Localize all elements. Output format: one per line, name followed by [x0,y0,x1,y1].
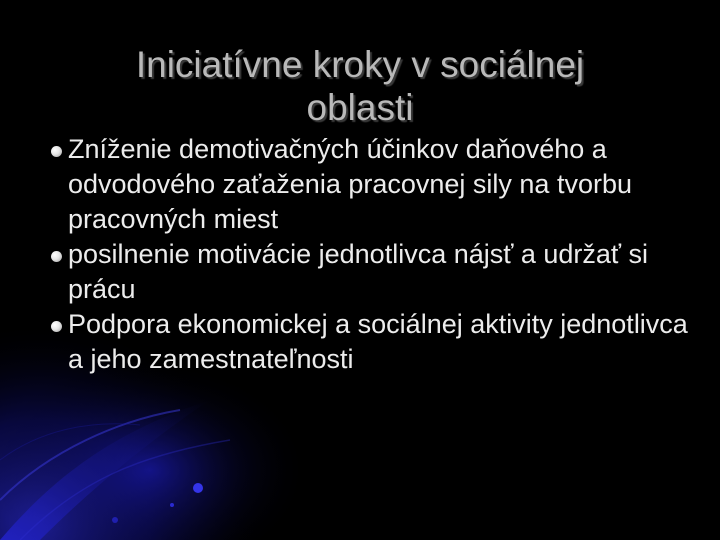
bullet-dot-icon [51,146,62,157]
bullet-text: Podpora ekonomickej a sociálnej aktivity jednotlivca a jeho zamestnateľnosti [68,309,688,374]
bullet-text: Zníženie demotivačných účinkov daňového a odvodového zaťaženia pracovnej sily na tvorbu pracovných miest [68,134,632,234]
bullet-dot-icon [51,321,62,332]
slide-title-line-1: Iniciatívne kroky v sociálnej [135,43,585,85]
bullet-item [68,132,688,237]
bullet-dot-icon [51,251,62,262]
bullet-text: posilnenie motivácie jednotlivca nájsť a udržať si prácu [68,239,649,304]
bullet-item [68,237,688,307]
slide-title-line-2: oblasti [306,86,414,128]
bullet-item [68,307,688,377]
bullet-list [68,132,688,377]
slide-title [40,43,680,129]
